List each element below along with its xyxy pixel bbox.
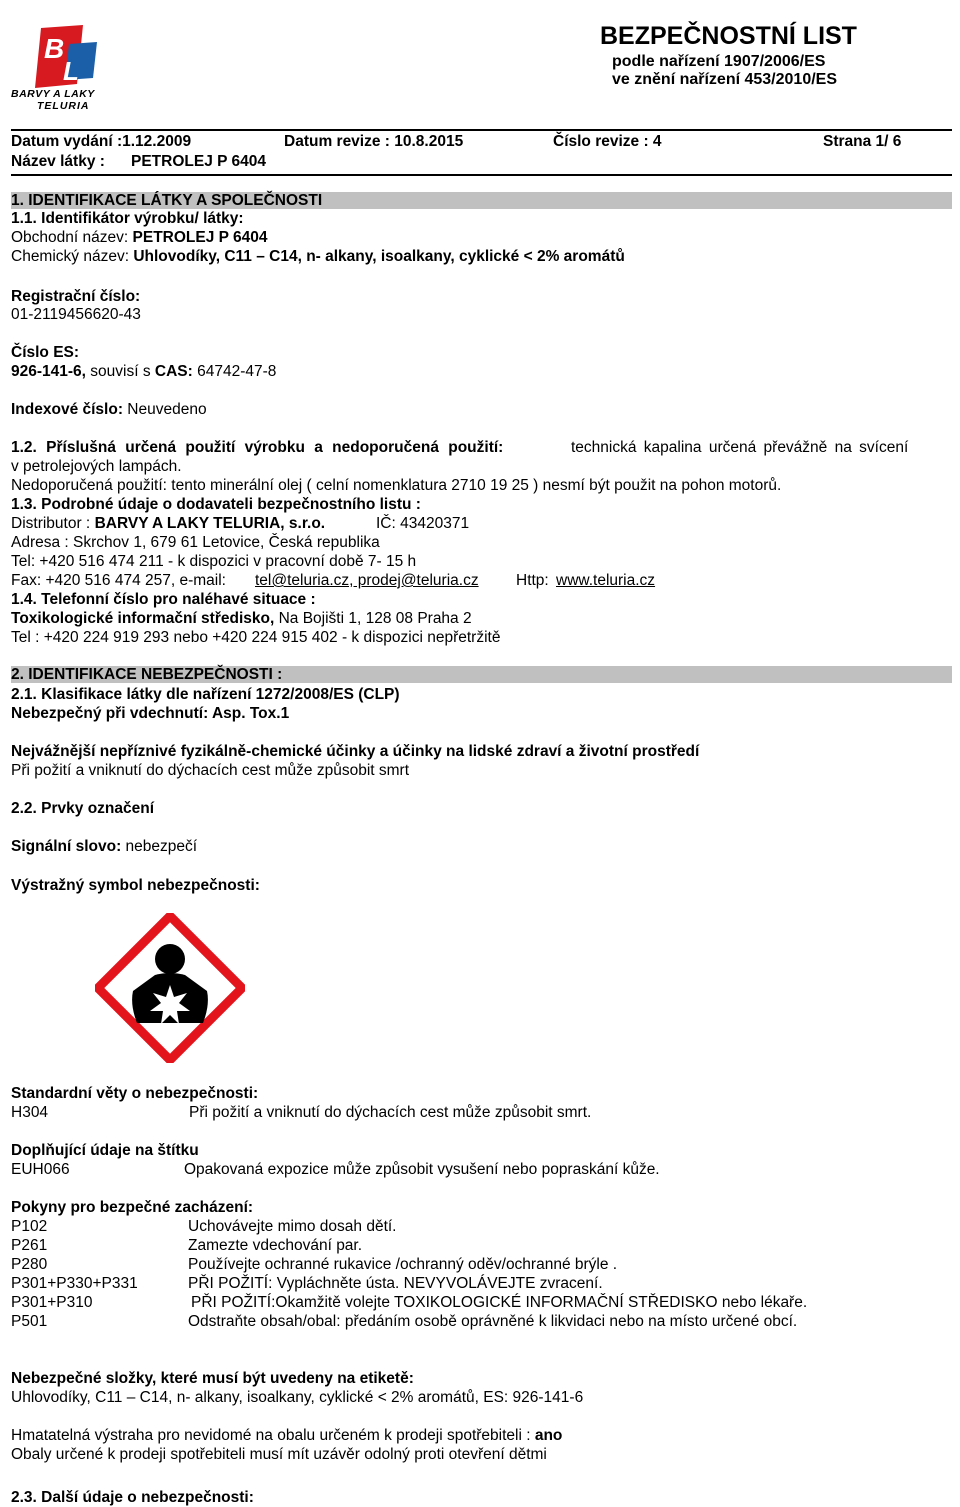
company-logo [11, 22, 123, 114]
precautionary-text: PŘI POŽITÍ:Okamžitě volejte TOXIKOLOGICKÉ INFORMAČNÍ STŘEDISKO nebo lékaře. [191, 1294, 808, 1311]
page-number: Strana 1/ 6 [823, 133, 902, 150]
es-number-label: Číslo ES: [11, 344, 80, 361]
hazard-statement-code: H304 [11, 1104, 49, 1121]
precautionary-code: P102 [11, 1218, 48, 1235]
s1-3-heading: 1.3. Podrobné údaje o dodavateli bezpečnostního listu : [11, 496, 421, 513]
euh-text: Opakovaná expozice může způsobit vysušení nebo popraskání kůže. [184, 1161, 660, 1178]
address: Adresa : Skrchov 1, 679 61 Letovice, Česká republika [11, 534, 380, 551]
substance-name-label: Název látky : [11, 153, 105, 170]
revision-number: Číslo revize : 4 [553, 133, 662, 150]
signal-word-value: nebezpečí [125, 838, 198, 855]
ghs08-health-hazard-icon [95, 913, 245, 1063]
s1-2-use-cont: v petrolejových lampách. [11, 458, 182, 475]
index-number-row [11, 400, 207, 419]
website-link[interactable]: www.teluria.cz [556, 572, 656, 589]
precautionary-code: P280 [11, 1256, 48, 1273]
fax-email: Fax: +420 516 474 257, e-mail: [11, 572, 226, 589]
hazard-statement-text: Při požití a vniknutí do dýchacích cest může způsobit smrt. [189, 1104, 592, 1121]
supplemental-info-title: Doplňující údaje na štítku [11, 1142, 199, 1159]
precautionary-text: Uchovávejte mimo dosah dětí. [188, 1218, 397, 1235]
issue-date: Datum vydání :1.12.2009 [11, 133, 192, 150]
toxicology-center-row [11, 609, 472, 628]
s1-4-heading: 1.4. Telefonní číslo pro naléhavé situace : [11, 591, 316, 608]
precautionary-code: P301+P310 [11, 1294, 93, 1311]
cas-value: 64742-47-8 [197, 363, 277, 380]
chemical-name-label: Chemický název: [11, 248, 130, 265]
adverse-effects-heading: Nejvážnější nepříznivé fyzikálně-chemické účinky a účinky na lidské zdraví a životní prostředí [11, 743, 700, 760]
es-cas-row [11, 362, 276, 381]
es-number-value: 926-141-6, [11, 363, 86, 380]
document-subtitle-1: podle nařízení 1907/2006/ES [612, 53, 826, 70]
header-divider [11, 129, 952, 131]
revision-date: Datum revize : 10.8.2015 [284, 133, 464, 150]
precautionary-text: Používejte ochranné rukavice /ochranný oděv/ochranné brýle . [188, 1256, 618, 1273]
s2-3-heading: 2.3. Další údaje o nebezpečnosti: [11, 1489, 254, 1506]
registration-label: Registrační číslo: [11, 288, 141, 305]
hazard-symbol-label: Výstražný symbol nebezpečnosti: [11, 877, 260, 894]
section-1-title: 1. IDENTIFIKACE LÁTKY A SPOLEČNOSTI [11, 192, 323, 209]
svg-text:B: B [44, 33, 65, 64]
precautionary-code: P301+P330+P331 [11, 1275, 138, 1292]
tactile-warning-value: ano [534, 1427, 563, 1444]
registration-value: 01-2119456620-43 [11, 306, 141, 323]
es-related-text: souvisí s [90, 363, 151, 380]
precautionary-text: Zamezte vdechování par. [188, 1237, 363, 1254]
email-link[interactable]: tel@teluria.cz, prodej@teluria.cz [255, 572, 479, 589]
s1-1-heading: 1.1. Identifikátor výrobku/ látky: [11, 210, 244, 227]
hazardous-components-title: Nebezpečné složky, které musí být uvedeny na etiketě: [11, 1370, 414, 1387]
document-subtitle-2: ve znění nařízení 453/2010/ES [612, 71, 838, 88]
trade-name-value: PETROLEJ P 6404 [132, 229, 268, 246]
substance-name-value: PETROLEJ P 6404 [131, 153, 266, 170]
toxicology-center-label: Toxikologické informační středisko, [11, 610, 275, 627]
tactile-warning-text: Hmatatelná výstraha pro nevidomé na obalu určeném k prodeji spotřebiteli : [11, 1427, 531, 1444]
precautionary-text: PŘI POŽITÍ: Vypláchněte ústa. NEVYVOLÁVEJTE zvracení. [188, 1275, 603, 1292]
trade-name-row [11, 228, 268, 247]
hazardous-components-value: Uhlovodíky, C11 – C14, n- alkany, isoalkany, cyklické < 2% aromátů, ES: 926-141-6 [11, 1389, 584, 1406]
s1-2-heading: 1.2. Příslušná určená použití výrobku a nedoporučená použití: [11, 439, 504, 456]
section-2-title: 2. IDENTIFIKACE NEBEZPEČNOSTI : [11, 666, 283, 683]
signal-word-label: Signální slovo: [11, 838, 122, 855]
cas-label: CAS: [154, 363, 193, 380]
distributor-value: BARVY A LAKY TELURIA, s.r.o. [94, 515, 326, 532]
chemical-name-row [11, 247, 625, 266]
distributor-label: Distributor : [11, 515, 91, 532]
s1-2-use: technická kapalina určená převážně na svícení [571, 439, 909, 456]
phone: Tel: +420 516 474 211 - k dispozici v pracovní době 7- 15 h [11, 553, 417, 570]
s2-2-heading: 2.2. Prvky označení [11, 800, 155, 817]
section-2-header [11, 666, 952, 683]
precautionary-title: Pokyny pro bezpečné zacházení: [11, 1199, 254, 1216]
child-resistant-closure: Obaly určené k prodeji spotřebiteli musí mít uzávěr odolný proti otevření dětmi [11, 1446, 547, 1463]
section-1-header [11, 192, 952, 209]
logo-line2: TELURIA [37, 100, 90, 112]
precautionary-code: P501 [11, 1313, 48, 1330]
index-number-value: Neuvedeno [127, 401, 207, 418]
emergency-phone: Tel : +420 224 919 293 nebo +420 224 915 402 - k dispozici nepřetržitě [11, 629, 501, 646]
http-label: Http: [516, 572, 549, 589]
meta-divider [11, 174, 952, 176]
toxicology-center-address: Na Bojišti 1, 128 08 Praha 2 [278, 610, 472, 627]
tactile-warning-row [11, 1426, 562, 1445]
distributor-row [11, 514, 325, 533]
adverse-effects-text: Při požití a vniknutí do dýchacích cest může způsobit smrt [11, 762, 410, 779]
precautionary-text: Odstraňte obsah/obal: předáním osobě oprávněné k likvidaci nebo na místo určené obcí. [188, 1313, 798, 1330]
signal-word-row [11, 837, 197, 856]
company-id: IČ: 43420371 [376, 515, 470, 532]
classification: Nebezpečný při vdechnutí: Asp. Tox.1 [11, 705, 290, 722]
index-number-label: Indexové číslo: [11, 401, 123, 418]
precautionary-code: P261 [11, 1237, 48, 1254]
logo-line1: BARVY A LAKY [11, 88, 95, 100]
not-recommended-use: Nedoporučená použití: tento minerální olej ( celní nomenklatura 2710 19 25 ) nesmí být použit na pohon motorů. [11, 477, 782, 494]
chemical-name-value: Uhlovodíky, C11 – C14, n- alkany, isoalkany, cyklické < 2% aromátů [133, 248, 625, 265]
s2-1-heading: 2.1. Klasifikace látky dle nařízení 1272/2008/ES (CLP) [11, 686, 400, 703]
trade-name-label: Obchodní název: [11, 229, 129, 246]
svg-text:L: L [63, 56, 79, 86]
hazard-statements-title: Standardní věty o nebezpečnosti: [11, 1085, 259, 1102]
euh-code: EUH066 [11, 1161, 70, 1178]
document-title: BEZPEČNOSTNÍ LIST [600, 22, 857, 50]
